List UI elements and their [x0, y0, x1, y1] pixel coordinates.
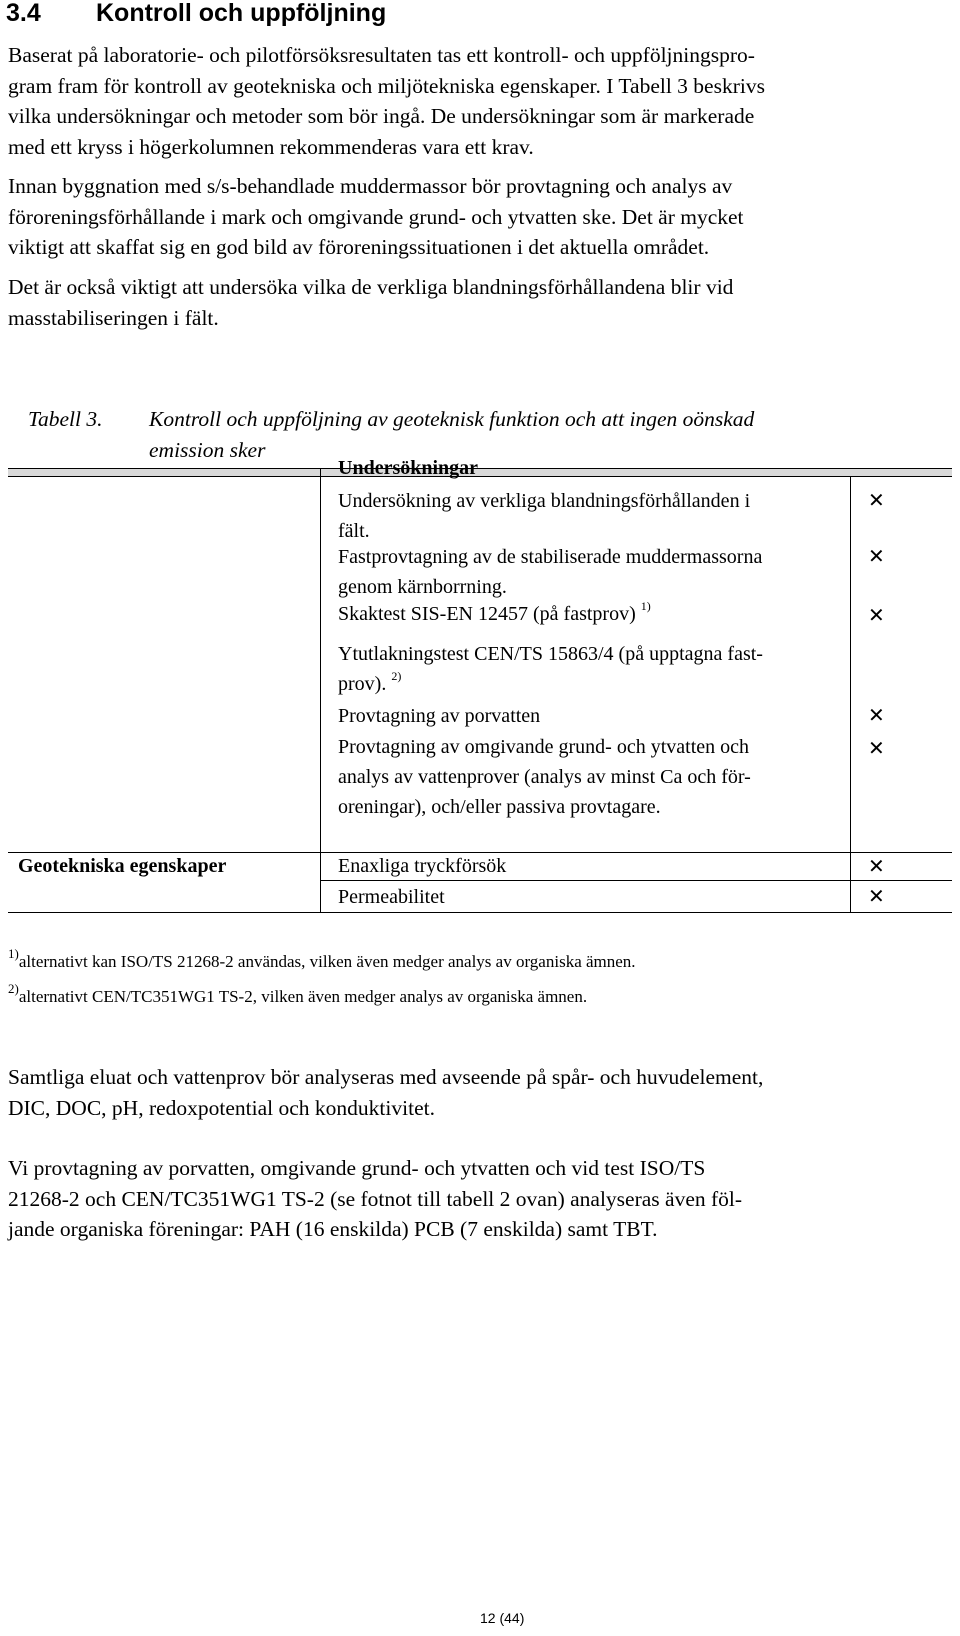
paragraph-line: föroreningsförhållande i mark och omgivande grund- och ytvatten ske. Det är mycket: [8, 204, 744, 229]
footnote-text: alternativt CEN/TC351WG1 TS-2, vilken även medger analys av organiska ämnen.: [18, 987, 588, 1006]
table-row: [338, 732, 848, 822]
paragraph-4: [8, 1062, 958, 1123]
table-row-label-geotekniska: Geotekniska egenskaper: [18, 855, 227, 877]
paragraph-line: DIC, DOC, pH, redoxpotential och konduktivitet.: [8, 1095, 435, 1120]
table-rule: [8, 912, 952, 913]
table-row: [338, 701, 848, 731]
paragraph-line: med ett kryss i högerkolumnen rekommenderas vara ett krav.: [8, 134, 534, 159]
cross-mark-icon: ✕: [868, 854, 885, 878]
table-cell-line: oreningar), och/eller passiva provtagare.: [338, 796, 661, 818]
table-cell-line: genom kärnborrning.: [338, 576, 507, 598]
table-cell-line: Provtagning av porvatten: [338, 705, 541, 727]
footnote-ref: 2): [391, 669, 402, 683]
footnote-1: [8, 946, 636, 973]
table-cell-line: Ytutlakningstest CEN/TS 15863/4 (på upptagna fast-: [338, 643, 763, 665]
table-cell-line: analys av vattenprover (analys av minst Ca och för-: [338, 766, 751, 788]
table: [8, 457, 952, 944]
table-row: Enaxliga tryckförsök: [338, 855, 507, 877]
paragraph-line: Det är också viktigt att undersöka vilka de verkliga blandningsförhållandena blir vid: [8, 275, 734, 299]
paragraph-3: [8, 272, 958, 333]
paragraph-2: [8, 171, 958, 263]
caption-line: Kontroll och uppföljning av geoteknisk funktion och att ingen oönskad: [149, 407, 755, 431]
table-column-rule: [320, 468, 321, 912]
section-heading: [6, 0, 386, 28]
table-row: [338, 542, 848, 602]
footnote-text: alternativt kan ISO/TS 21268-2 användas, vilken även medger analys av organiska ämnen.: [18, 952, 636, 971]
paragraph-line: Innan byggnation med s/s-behandlade muddermassor bör provtagning och analys av: [8, 174, 733, 198]
footnote-2: [8, 981, 588, 1008]
table-cell-line: Fastprovtagning av de stabiliserade muddermassorna: [338, 546, 763, 568]
cross-mark-icon: ✕: [868, 488, 885, 512]
table-cell-line: Provtagning av omgivande grund- och ytvatten och: [338, 736, 750, 758]
table-cell-line: Undersökning av verkliga blandningsförhållanden i: [338, 490, 751, 512]
table-row: [338, 639, 848, 699]
footnote-marker: 2): [8, 981, 19, 996]
table-header-undersokningar: Undersökningar: [338, 457, 479, 479]
table-cell-line: prov). $^{2)}$: [338, 669, 402, 695]
table-caption-label: Tabell 3.: [28, 407, 103, 431]
cross-mark-icon: ✕: [868, 544, 885, 568]
section-number: 3.4: [6, 0, 41, 27]
table-row: Permeabilitet: [338, 886, 445, 908]
cross-mark-icon: ✕: [868, 736, 885, 760]
table-header-shade: [8, 468, 952, 476]
cross-mark-icon: ✕: [868, 703, 885, 727]
paragraph-line: 21268-2 och CEN/TC351WG1 TS-2 (se fotnot till tabell 2 ovan) analyseras även föl-: [8, 1186, 743, 1211]
table-cell-line: Skaktest SIS-EN 12457 (på fastprov): [338, 603, 636, 625]
paragraph-line: masstabiliseringen i fält.: [8, 305, 219, 330]
paragraph-line: jande organiska föreningar: PAH (16 enskilda) PCB (7 enskilda) samt TBT.: [8, 1217, 658, 1241]
paragraph-line: gram fram för kontroll av geotekniska och miljötekniska egenskaper. I Tabell 3 beskrivs: [8, 73, 765, 98]
footnote-marker: 1): [8, 946, 19, 961]
paragraph-line: Baserat på laboratorie- och pilotförsöksresultaten tas ett kontroll- och uppföljningspro-: [8, 43, 755, 67]
table-row: [338, 486, 848, 546]
paragraph-line: viktigt att skaffat sig en god bild av föroreningssituationen i det aktuella området.: [8, 235, 710, 259]
paragraph-5: [8, 1153, 958, 1245]
paragraph-line: Vi provtagning av porvatten, omgivande grund- och ytvatten och vid test ISO/TS: [8, 1156, 706, 1180]
paragraph-line: vilka undersökningar och metoder som bör ingå. De undersökningar som är markerade: [8, 104, 755, 128]
caption-line: emission sker: [149, 438, 266, 462]
table-rule: [8, 468, 952, 469]
page-number: 12 (44): [480, 1610, 525, 1626]
cross-mark-icon: ✕: [868, 603, 885, 627]
table-rule: [8, 476, 952, 477]
section-title: Kontroll och uppföljning: [96, 0, 387, 27]
paragraph-line: Samtliga eluat och vattenprov bör analyseras med avseende på spår- och huvudelement,: [8, 1065, 764, 1089]
table-column-rule: [850, 476, 851, 912]
table-cell-line: fält.: [338, 520, 370, 542]
table-caption-text: [149, 404, 929, 466]
cross-mark-icon: ✕: [868, 884, 885, 908]
paragraph-1: [8, 40, 958, 162]
table-row: [338, 599, 848, 629]
footnote-ref: 1): [640, 599, 651, 613]
